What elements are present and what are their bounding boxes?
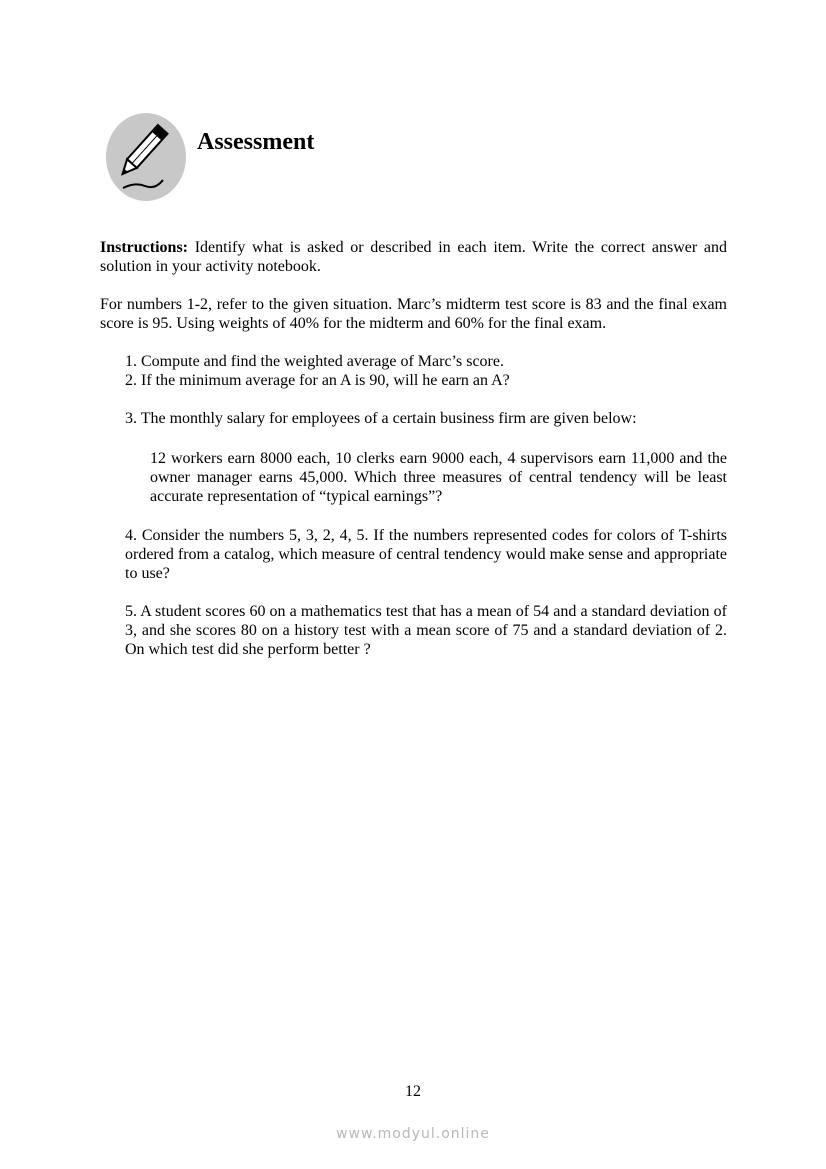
question-3-detail: 12 workers earn 8000 each, 10 clerks earn 9000 each, 4 supervisors earn 11,000 and the owner manager earns 45,000. Which three measures of central tendency will be least accurate representation of “typical earnings”? xyxy=(150,450,727,505)
instructions-label: Instructions: xyxy=(100,239,189,256)
page-title: Assessment xyxy=(197,129,315,155)
question-3: 3. The monthly salary for employees of a certain business firm are given below: xyxy=(125,410,637,427)
question-5: 5. A student scores 60 on a mathematics test that has a mean of 54 and a standard deviation of 3, and she scores 80 on a history test with a mean score of 75 and a standard deviation of 2. On which test did she perform better ? xyxy=(125,603,727,658)
question-2: 2. If the minimum average for an A is 90, will he earn an A? xyxy=(125,372,510,389)
instructions-text: Identify what is asked or described in each item. Write the correct answer and solution in your activity notebook. xyxy=(100,239,727,275)
situation-text: For numbers 1-2, refer to the given situation. Marc’s midterm test score is 83 and the final exam score is 95. Using weights of 40% for the midterm and 60% for the final exam. xyxy=(100,296,727,332)
question-1: 1. Compute and find the weighted average of Marc’s score. xyxy=(125,353,504,370)
question-4: 4. Consider the numbers 5, 3, 2, 4, 5. If the numbers represented codes for colors of T-shirts ordered from a catalog, which measure of central tendency would make sense and appropriate to use? xyxy=(125,527,727,582)
instructions xyxy=(100,238,727,276)
pencil-icon xyxy=(105,112,187,202)
watermark: www.modyul.online xyxy=(336,1126,490,1142)
page-number: 12 xyxy=(405,1083,421,1100)
